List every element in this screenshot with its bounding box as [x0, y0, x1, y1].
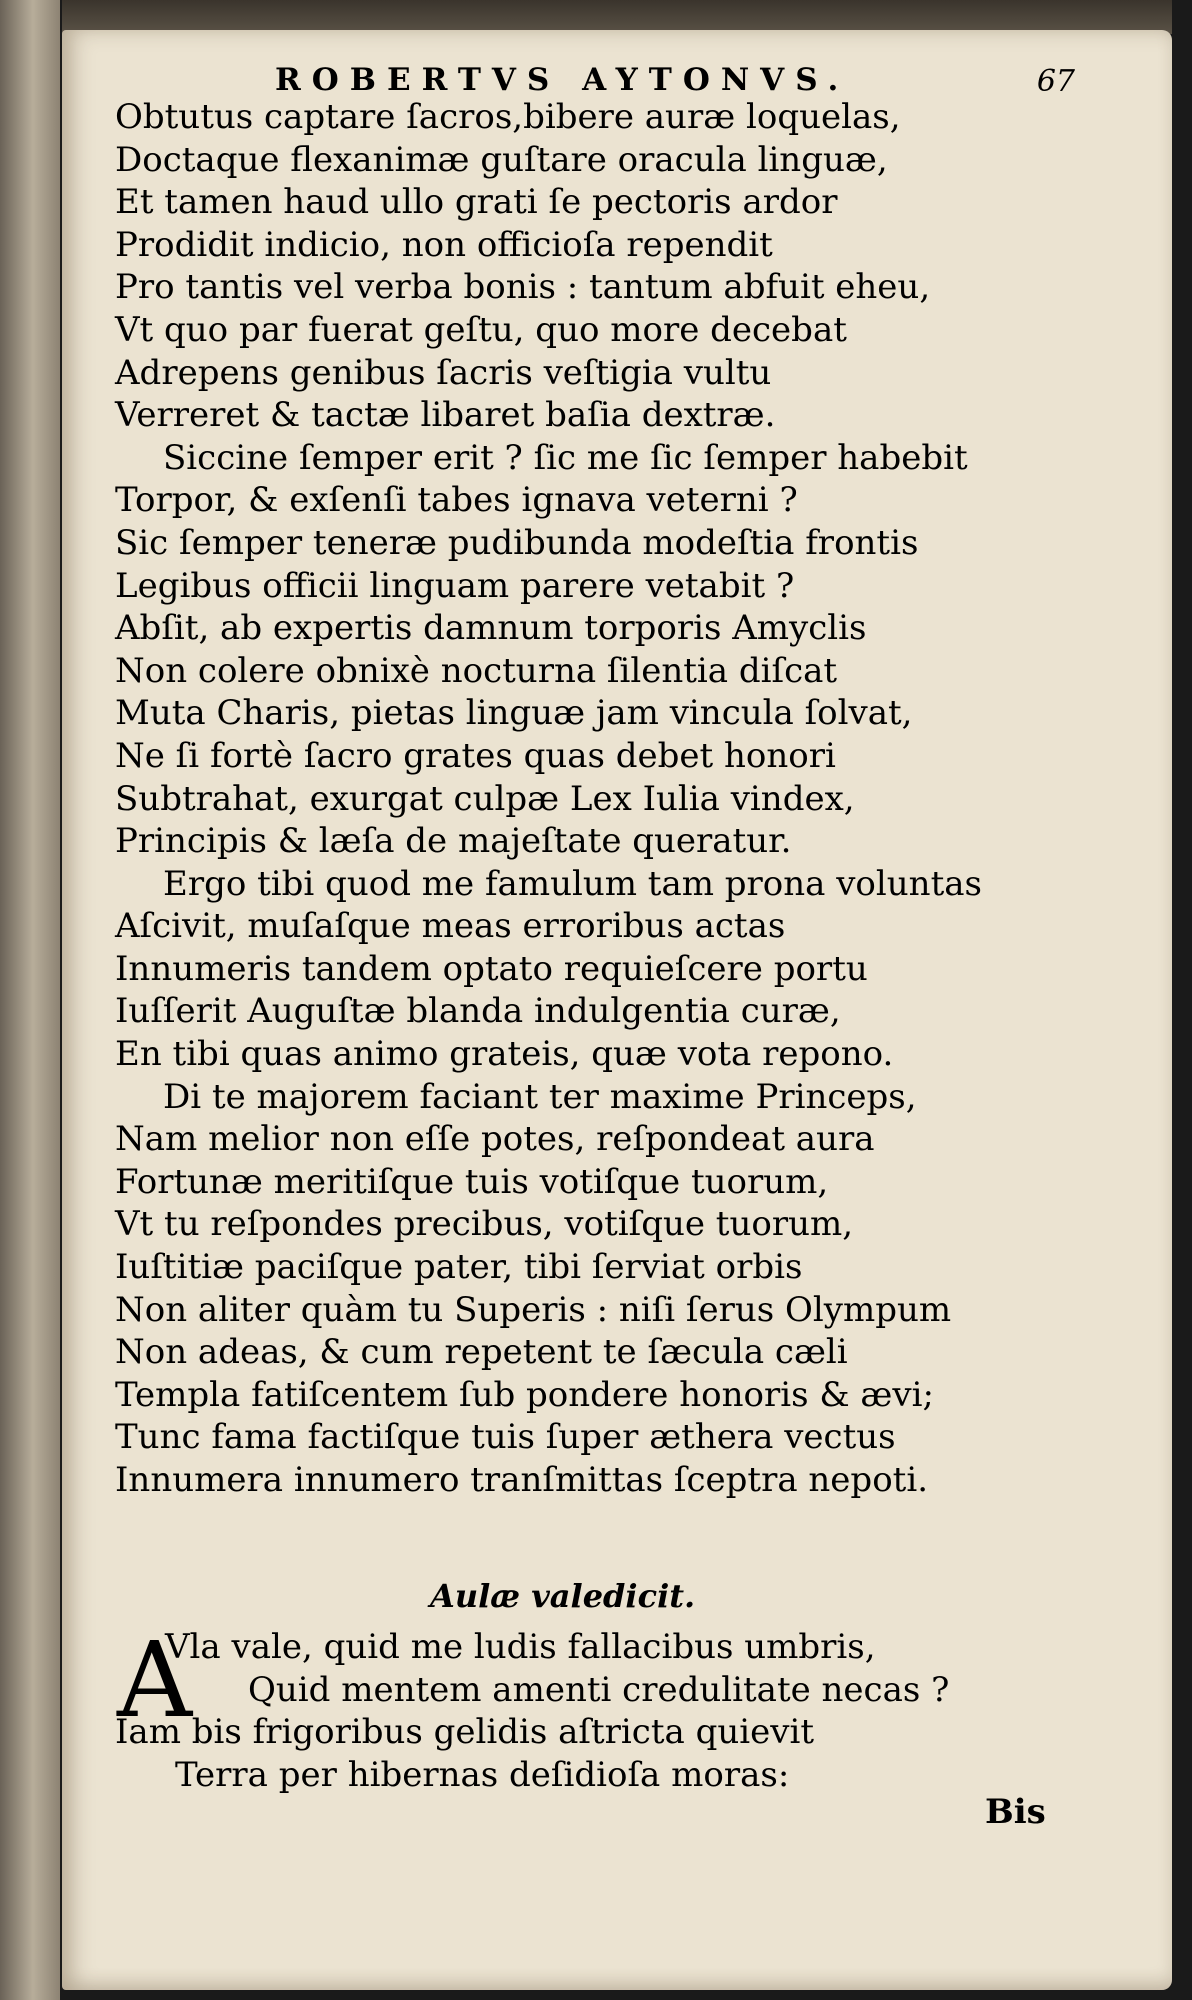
poem-line: Quid mentem amenti credulitate necas ?	[248, 1669, 950, 1710]
poem-line: Ne ſi fortè ſacro grates quas debet honori	[115, 735, 836, 776]
second-poem	[115, 1619, 950, 1796]
poem-line: Abſit, ab expertis damnum torporis Amyclis	[115, 608, 867, 649]
poem-line: Terra per hibernas deſidioſa moras:	[175, 1754, 790, 1795]
poem-line: Ergo tibi quod me famulum tam prona voluntas	[163, 863, 982, 904]
poem-line: Di te majorem faciant ter maxime Princeps,	[163, 1076, 917, 1117]
poem-line: Doctaque flexanimæ guſtare oracula linguæ,	[115, 139, 888, 180]
poem-line: Legibus officii linguam parere vetabit ?	[115, 565, 795, 606]
poem-line: Subtrahat, exurgat culpæ Lex Iulia vindex,	[115, 778, 855, 819]
poem-line: Non aliter quàm tu Superis : niſi ſerus Olympum	[115, 1289, 952, 1330]
poem-line: Verreret & tactæ libaret baſia dextræ.	[115, 395, 776, 436]
page-top-edge	[62, 0, 1172, 34]
poem-line: Et tamen haud ullo grati ſe pectoris ardor	[115, 182, 838, 223]
poem-line: Vt tu reſpondes precibus, votiſque tuorum,	[115, 1204, 854, 1245]
poem-line: Non colere obnixè nocturna ſilentia diſcat	[115, 650, 838, 691]
poem-line: Aſcivit, muſaſque meas erroribus actas	[115, 906, 786, 947]
poem-line: Iam bis frigoribus gelidis aſtricta quievit	[115, 1712, 814, 1753]
page-number: 67	[1036, 64, 1075, 99]
facing-page-edge	[0, 0, 60, 2000]
poem-line: En tibi quas animo grateis, quæ vota repono.	[115, 1034, 894, 1075]
poem-line: Sic ſemper teneræ pudibunda modeſtia frontis	[115, 522, 919, 563]
running-head: ROBERTVS AYTONVS.	[275, 62, 850, 98]
section-title: Aulæ valedicit.	[430, 1577, 696, 1615]
poem-line: Innumera innumero tranſmittas ſceptra nepoti.	[115, 1460, 929, 1500]
poem-line: Obtutus captare ſacros,bibere auræ loquelas,	[115, 97, 901, 137]
poem-line: Templa fatiſcentem ſub pondere honoris & ævi;	[115, 1374, 934, 1415]
catchword: Bis	[985, 1792, 1046, 1832]
poem-line: Fortunæ meritiſque tuis votiſque tuorum,	[115, 1161, 829, 1202]
poem-line: Non adeas, & cum repetent te ſæcula cæli	[115, 1332, 848, 1373]
poem-line: Muta Charis, pietas linguæ jam vincula ſolvat,	[115, 693, 913, 734]
poem-line: Adrepens genibus ſacris veſtigia vultu	[115, 352, 772, 393]
poem-line: Tunc fama factiſque tuis ſuper æthera vectus	[115, 1417, 896, 1458]
poem-line: Siccine ſemper erit ? ſic me ſic ſemper habebit	[163, 437, 968, 478]
poem-line: Innumeris tandem optato requieſcere portu	[115, 948, 868, 989]
poem-line: Vla vale, quid me ludis fallacibus umbris,	[165, 1627, 876, 1667]
drop-cap: A	[117, 1619, 193, 1741]
poem-line: Iuſtitiæ paciſque pater, tibi ſerviat orbis	[115, 1247, 803, 1288]
poem-line: Pro tantis vel verba bonis : tantum abfuit eheu,	[115, 267, 931, 308]
poem-line: Torpor, & exſenſi tabes ignava veterni ?	[115, 480, 798, 521]
poem-line: Vt quo par fuerat geſtu, quo more decebat	[115, 309, 847, 350]
poem-line: Iuſſerit Auguſtæ blanda indulgentia curæ,	[115, 991, 841, 1032]
poem-line: Prodidit indicio, non officioſa rependit	[115, 224, 773, 265]
poem-line: Nam melior non eſſe potes, reſpondeat aura	[115, 1119, 875, 1160]
poem-body	[115, 96, 982, 1502]
poem-line: Principis & læſa de majeſtate queratur.	[115, 821, 792, 862]
